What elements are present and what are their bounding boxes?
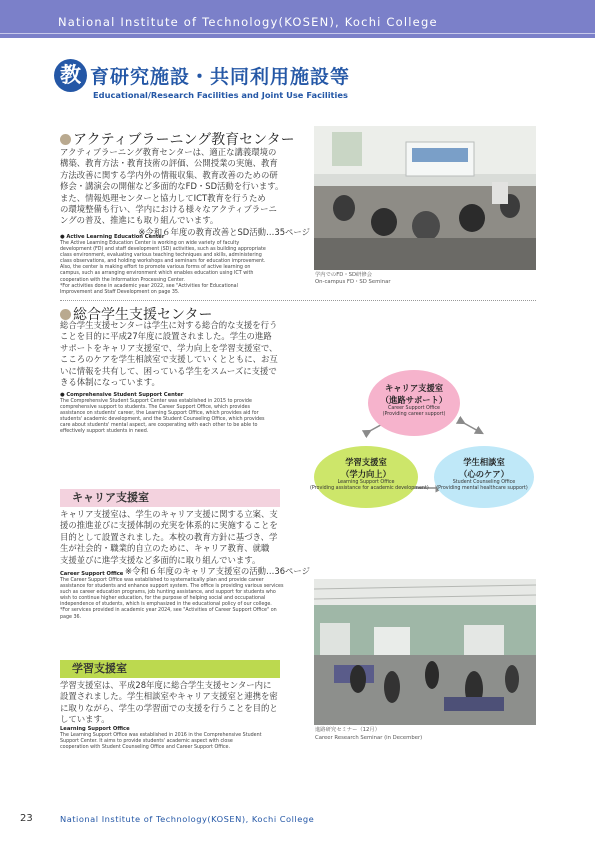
text-line: サポートをキャリア支援室で、学力向上を学習支援室で、: [60, 342, 278, 353]
text-line: キャリア支援室は、学生のキャリア支援に関する立案、支: [60, 509, 278, 519]
circle-subtitle: （進路サポート）: [380, 395, 448, 405]
page-subtitle: Educational/Research Facilities and Joint Use Facilities: [93, 90, 348, 100]
page-number: 23: [20, 813, 33, 824]
text-line: 援の推進並びに支援体制の充実を体系的に実施することを: [60, 520, 278, 531]
text-line: Improvement and Staff Development on page 35.: [60, 289, 180, 295]
text-line: class environment, evaluating various teaching techniques and skills, administering: [60, 253, 262, 259]
alc-heading: [60, 129, 295, 149]
text-line: development (FD) and staff development (SD) activities, such as building appropriate: [60, 247, 266, 253]
career-support-circle: [368, 370, 460, 436]
career-tag: キャリア支援室: [60, 489, 280, 507]
text-line: 目的として設置されました。本校の教育方針に基づき、学: [60, 531, 278, 542]
text-line: ことを目的に平成27年度に設置されました。学生の進路: [60, 331, 272, 342]
circle-en: Learning Support Office: [337, 480, 395, 485]
sss-jp-body: [60, 320, 310, 388]
text-line: independence of students, which is emphasized in the educational policy of our college.: [60, 602, 272, 608]
circle-en: Career Support Office: [387, 406, 441, 411]
learning-jp-body: [60, 680, 310, 726]
career-note: ※令和６年度のキャリア支援室の活動…36ページ: [124, 566, 310, 577]
text-line: care about students' mental aspect, are cooperating with each other to be able to: [60, 423, 258, 429]
text-line: *For services provided in academic year 2024, see "Activities of Career Support Office" on: [60, 608, 277, 614]
text-line: students' academic development, and the Student Counseling Office, which provides: [60, 417, 265, 423]
fd-seminar-caption-en: On-campus FD・SD Seminar: [315, 279, 391, 285]
text-line: class observations, and holding workshops and seminars for education improvement.: [60, 259, 266, 265]
text-line: assistance for students and enhance support system. The office is providing various services: [60, 584, 284, 590]
circle-title: 学習支援室: [345, 457, 387, 467]
learning-support-circle: [310, 446, 429, 508]
bullet-dot-icon: [60, 309, 71, 320]
career-jp-body: [60, 509, 310, 577]
text-line: The Learning Support Office was established in 2016 in the Comprehensive Student: [60, 733, 262, 738]
section-divider: [60, 300, 536, 301]
circle-subtitle: （心のケア）: [459, 469, 509, 479]
circle-en: Student Counseling Office: [452, 480, 516, 485]
career-en-heading: Career Support Office: [60, 571, 124, 577]
header-rule: [0, 33, 595, 34]
text-line: effectively support students in need.: [60, 429, 149, 435]
career-seminar-caption-en: Career Research Seminar (in December): [315, 735, 423, 741]
circle-title: キャリア支援室: [384, 383, 444, 393]
learning-en-heading: Learning Support Office: [60, 726, 130, 732]
learning-tag: 学習支援室: [60, 660, 280, 678]
career-en-body: [60, 571, 310, 621]
career-seminar-photo: [314, 579, 536, 725]
sss-en-body: [60, 392, 310, 436]
circle-title: 学生相談室: [463, 457, 505, 467]
text-line: *For activities done in academic year 2022, see "Activities for Educational: [60, 283, 238, 289]
alc-note: ※令和６年度の教育改善とSD活動…35ページ: [138, 226, 310, 237]
text-line: また、情報処理センターと協力してICT教育を行うため: [60, 192, 266, 203]
text-line: 設置されました。学生相談室やキャリア支援室と連携を密: [60, 691, 278, 702]
text-line: 構築、教育方法・教育技術の評価、公開授業の実施、教育: [60, 158, 278, 169]
alc-en-body: [60, 234, 310, 296]
text-line: 生が社会的・職業的自立のために、キャリア教育、就職: [60, 543, 270, 554]
header-bar: [0, 0, 595, 38]
text-line: Support Center. It aims to provide students' academic aspect with close: [60, 739, 233, 745]
text-line: 学習支援室は、平成28年度に総合学生支援センター内に: [60, 680, 272, 690]
text-line: assistance on students' career, the Learning Support Office, which provides aid for: [60, 411, 259, 417]
text-line: いに情報を共有して、困っている学生をスムーズに支援で: [60, 365, 277, 376]
header-institution: National Institute of Technology(KOSEN), Kochi College: [58, 15, 438, 29]
text-line: wish to continue higher education, for the purpose of helping social and occupational: [60, 596, 266, 602]
page-title: 育研究施設・共同利用施設等: [90, 66, 351, 88]
alc-jp-body: [60, 147, 310, 238]
text-line: Also, the center is making effort to promote various forms of active learning on: [60, 265, 251, 271]
bullet-dot-icon: [60, 134, 71, 145]
text-line: 修会・講演会の開催など多面的なFD・SD活動を行います。: [60, 181, 284, 192]
text-line: page 36.: [60, 614, 82, 620]
fd-seminar-caption-jp: 学内でのFD・SD研修会: [315, 272, 372, 278]
text-line: に取りながら、学生の学習面での支援を行うことを目的と: [60, 702, 278, 713]
circle-en: (Providing assistance for academic development): [310, 486, 429, 491]
learning-en-body: [60, 726, 310, 751]
text-line: 方法改善に関する学内外の情報収集、教育改善のための研: [60, 169, 278, 180]
circle-en: (Providing career support): [382, 412, 446, 417]
text-line: 支援並びに進学支援など多面的に取り組んでいます。: [60, 554, 261, 565]
text-line: The Career Support Office was established to systematically plan and provide career: [60, 578, 264, 583]
title-badge: 教: [54, 59, 87, 92]
text-line: しています。: [60, 714, 110, 725]
sss-en-heading: ● Comprehensive Student Support Center: [60, 392, 184, 398]
text-line: きる体制になっています。: [60, 377, 160, 388]
text-line: 総合学生支援センターは学生に対する総合的な支援を行う: [60, 320, 278, 330]
text-line: こころのケアを学生相談室で支援していくとともに、お互: [60, 354, 278, 365]
text-line: cooperation with Student Counseling Office and Career Support Office.: [60, 745, 230, 751]
text-line: cooperation with the Information Processing Center.: [60, 277, 185, 283]
text-line: comprehensive support to students. The Career Support Office, which provides: [60, 405, 251, 411]
alc-heading-text: アクティブラーニング教育センター: [73, 132, 295, 148]
text-line: ングの普及、推進にも取り組んでいます。: [60, 215, 219, 226]
fd-seminar-photo: [314, 126, 536, 270]
alc-en-heading: ● Active Learning Education Center: [60, 234, 165, 240]
text-line: campus, such as arranging environment which enables education using ICT with: [60, 271, 254, 277]
text-line: アクティブラーニング教育センターは、適正な講義環境の: [60, 147, 277, 157]
text-line: The Comprehensive Student Support Center was established in 2015 to provide: [60, 399, 252, 404]
text-line: の環境整備も行い、学内における様々なアクティブラーニ: [60, 204, 277, 215]
circle-subtitle: （学力向上）: [341, 469, 391, 479]
sss-heading-text: 総合学生支援センター: [73, 307, 213, 323]
circle-en: (Providing mental healthcare support): [436, 486, 528, 491]
text-line: such as career education programs, job hunting assistance, and support for students who: [60, 590, 276, 596]
career-seminar-caption-jp: 進路研究セミナー（12月）: [315, 727, 381, 733]
text-line: The Active Learning Education Center is working on wide variety of faculty: [60, 241, 240, 246]
footer-institution: National Institute of Technology(KOSEN), Kochi College: [60, 814, 315, 824]
counseling-circle: [434, 446, 534, 508]
